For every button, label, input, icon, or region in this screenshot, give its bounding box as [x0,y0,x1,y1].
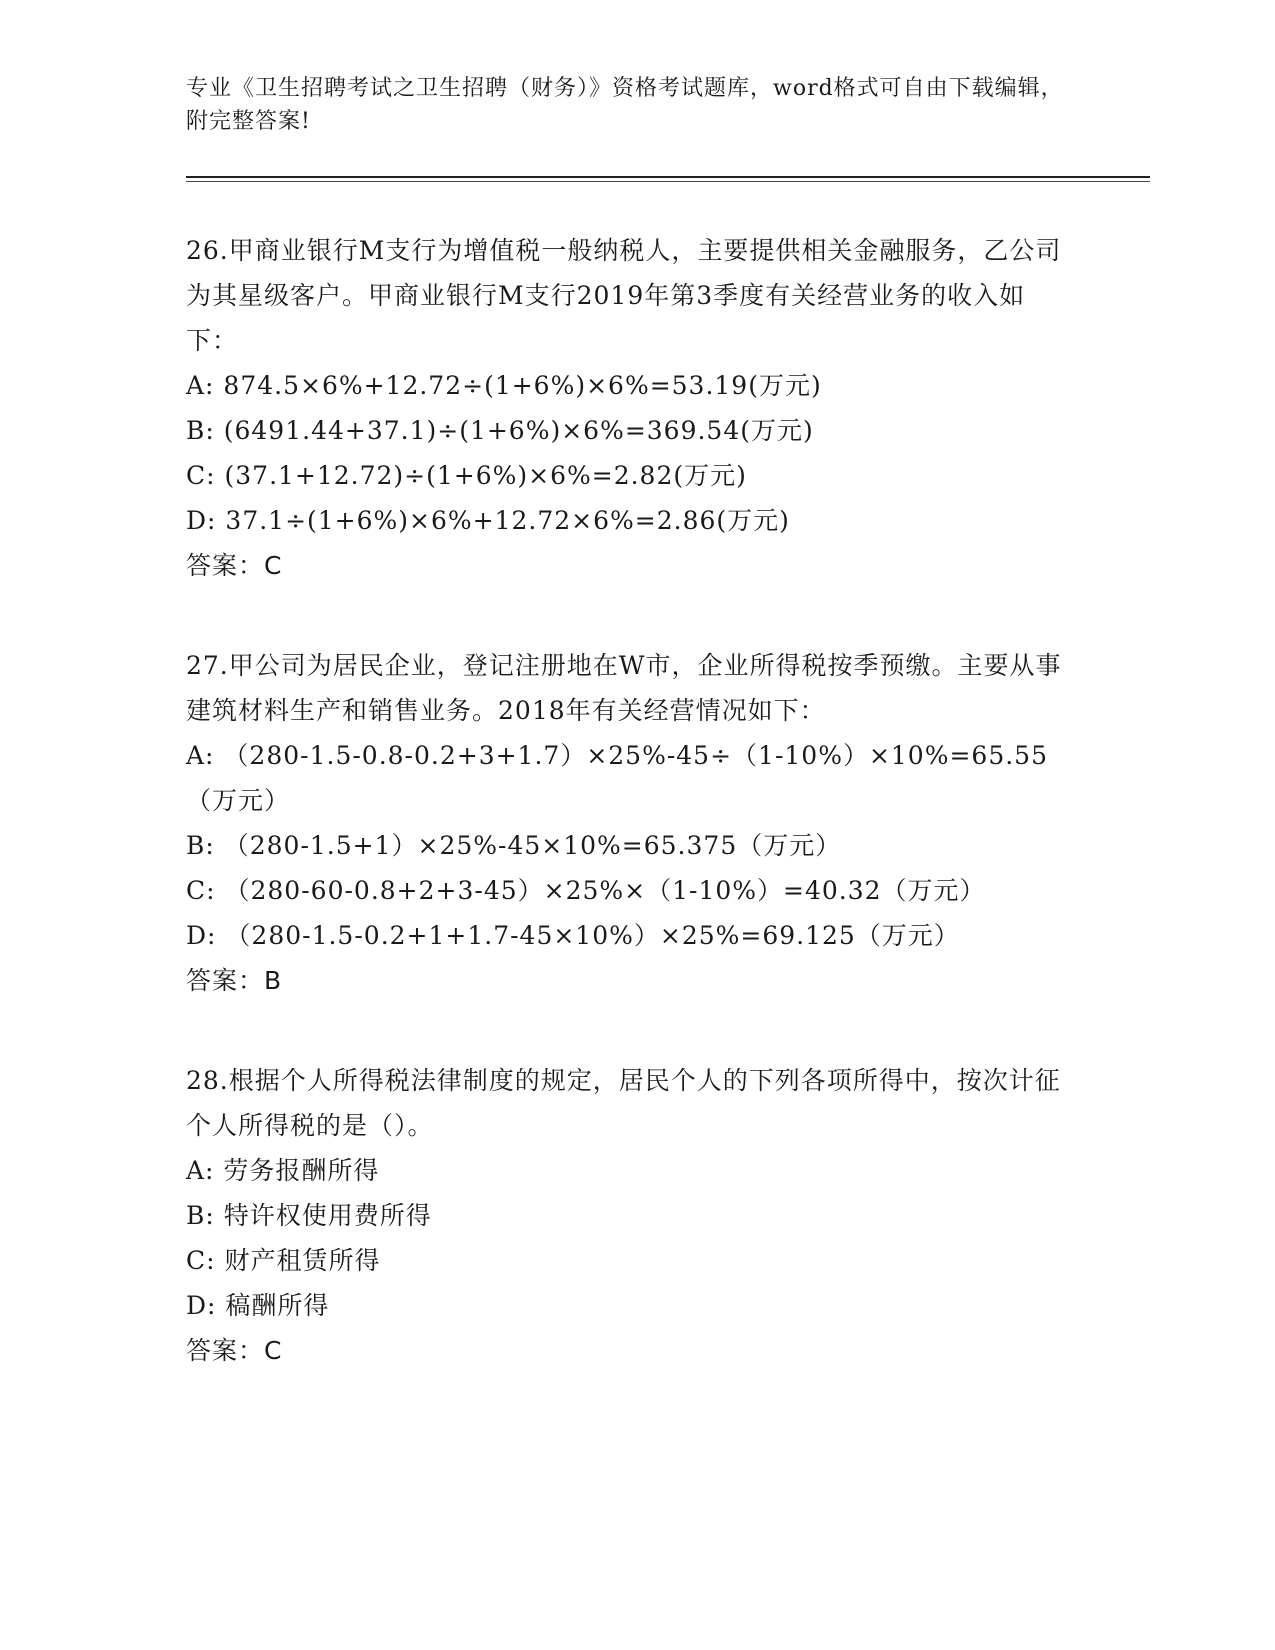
answer: 答案：B [186,966,283,995]
document-header: 专业《卫生招聘考试之卫生招聘（财务）》资格考试题库，word格式可自由下载编辑，附完整答案! [186,76,1064,134]
question-stem: 27.甲公司为居民企业，登记注册地在W市，企业所得税按季预缴。主要从事建筑材料生产和销售业务。2018年有关经营情况如下： [186,651,1062,725]
option-a: A: （280-1.5-0.8-0.2+3+1.7）×25%-45÷（1-10%）×10%=65.55（万元） [186,741,1048,815]
option-d: D: 稿酬所得 [186,1291,330,1320]
option-a: A: 劳务报酬所得 [186,1156,380,1185]
option-b: B: （280-1.5+1）×25%-45×10%=65.375（万元） [186,831,842,860]
question-26 [186,228,1066,588]
question-stem: 28.根据个人所得税法律制度的规定，居民个人的下列各项所得中，按次计征个人所得税的是（）。 [186,1066,1061,1140]
header-rule-thin [186,181,1150,182]
question-stem: 26.甲商业银行M支行为增值税一般纳税人，主要提供相关金融服务，乙公司为其星级客户。甲商业银行M支行2019年第3季度有关经营业务的收入如下： [186,236,1062,355]
option-c: C: （280-60-0.8+2+3-45）×25%×（1-10%）=40.32（万元） [186,876,986,905]
option-b: B: 特许权使用费所得 [186,1201,432,1230]
answer: 答案：C [186,551,283,580]
option-c: C: 财产租赁所得 [186,1246,381,1275]
option-a: A: 874.5×6%+12.72÷(1+6%)×6%=53.19(万元) [186,371,822,400]
question-28 [186,1058,1066,1373]
option-d: D: （280-1.5-0.2+1+1.7-45×10%）×25%=69.125（万元） [186,921,960,950]
question-27 [186,643,1066,1003]
option-c: C: (37.1+12.72)÷(1+6%)×6%=2.82(万元) [186,461,747,490]
option-d: D: 37.1÷(1+6%)×6%+12.72×6%=2.86(万元) [186,506,790,535]
header-rule-thick [186,176,1150,178]
option-b: B: (6491.44+37.1)÷(1+6%)×6%=369.54(万元) [186,416,814,445]
answer: 答案：C [186,1336,283,1365]
